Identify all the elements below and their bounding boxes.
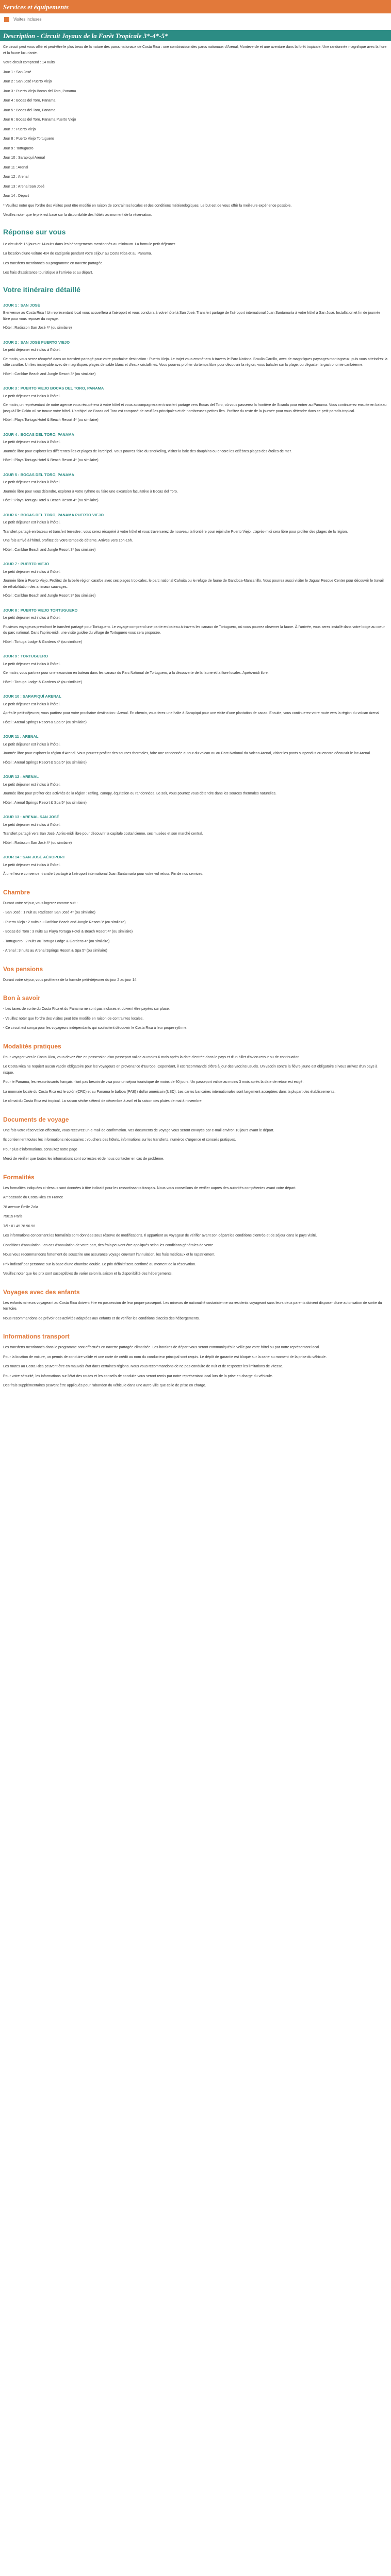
documents-paragraph: Une fois votre réservation effectuée, vous recevrez un e-mail de confirmation. Vos documents de voyage vous seront envoyés par e-mail environ 10 jours avant le départ. (3, 1128, 274, 1132)
pension-paragraph: Durant votre séjour, vous profiterez de la formule petit-déjeuner du jour 2 au jour 14. (3, 978, 138, 982)
day-title: JOUR 9 : TORTUGUERO (3, 654, 48, 658)
day-title: JOUR 13 : ARENAL SAN JOSÉ (3, 815, 59, 819)
day-paragraph: Le petit déjeuner est inclus à l'hôtel. (3, 783, 61, 787)
day-paragraph: Ce matin, un représentant de notre agence vous récupérera à votre hôtel et vous accompagnera en transfert partagé vers Bocas del Toro, où vous passerez la frontière de Sixaola pour entrer au Panama. Vous continuerez ensuite en bateau jusqu'à l'île Colón où se trouve votre hôtel. L'archipel de Bocas del Toro est composé de neuf îles principales et de nombreuses petites îles. Profitez du reste de la journée pour vous détendre dans ce petit paradis tropical. (3, 403, 387, 413)
day-paragraph: Journée libre pour explorer les différentes îles et plages de l'archipel. Vous pourrez faire du snorkeling, visiter la baie des dauphins ou encore les célèbres plages des étoiles de mer. (3, 449, 292, 453)
services-title: Services et équipements (3, 3, 69, 11)
day-paragraph: Hôtel : Playa Tortuga Hotel & Beach Resort 4* (ou similaire) (3, 418, 99, 422)
intro-paragraph: Jour 1 : San José (3, 70, 31, 74)
bon-paragraph: - Ce circuit est conçu pour les voyageurs indépendants qui souhaitent découvrir le Costa Rica à leur propre rythme. (3, 1026, 188, 1030)
formalites-title: Formalités (3, 1173, 35, 1181)
day-paragraph: Hôtel : Arenal Springs Resort & Spa 5* (ou similaire) (3, 760, 87, 765)
modalites-paragraph: Le climat du Costa Rica est tropical. La saison sèche s'étend de décembre à avril et la saison des pluies de mai à novembre. (3, 1099, 203, 1103)
final-paragraph: Nous vous recommandons fortement de souscrire une assurance voyage couvrant l'annulation, les frais médicaux et le rapatriement. (3, 1253, 216, 1257)
voyages-paragraph: Les enfants mineurs voyageant au Costa Rica doivent être en possession de leur propre passeport. Les mineurs de nationalité costaricienne ou résidents voyageant sans leurs deux parents doivent disposer d'une autorisation de sortie du territoire. (3, 1301, 382, 1311)
intro-paragraph: Jour 9 : Tortuguero (3, 146, 34, 150)
intro-paragraph: Veuillez noter que le prix est basé sur la disponibilité des hôtels au moment de la réservation. (3, 213, 152, 217)
day-paragraph: Le petit déjeuner est inclus à l'hôtel. (3, 440, 61, 444)
intro-paragraph: Jour 8 : Puerto Viejo Tortuguero (3, 137, 54, 141)
reponse-paragraph: Les frais d'assistance touristique à l'arrivée et au départ. (3, 271, 93, 275)
documents-paragraph: Merci de vérifier que toutes les informations sont correctes et de nous contacter en cas de problème. (3, 1157, 165, 1161)
bon-title: Bon à savoir (3, 994, 41, 1002)
day-title: JOUR 2 : SAN JOSÉ PUERTO VIEJO (3, 340, 70, 345)
intro-paragraph: Jour 4 : Bocas del Toro, Panama (3, 99, 56, 103)
reponse-title: Réponse sur vous (3, 227, 66, 236)
description-header-bar (0, 30, 391, 41)
chambre-paragraph: - Bocas del Toro : 3 nuits au Playa Tortuga Hotel & Beach Resort 4* (ou similaire) (3, 930, 133, 934)
chambre-paragraph: - Puerto Viejo : 2 nuits au Cariblue Beach and Jungle Resort 3* (ou similaire) (3, 920, 126, 924)
reponse-paragraph: Le circuit de 15 jours et 14 nuits dans les hébergements mentionnés au minimum. La formule petit-déjeuner. (3, 242, 176, 246)
voyages-paragraph: Nous recommandons de prévoir des activités adaptées aux enfants et de vérifier les conditions d'accès des hébergements. (3, 1316, 200, 1320)
transport-title: Informations transport (3, 1333, 70, 1340)
modalites-paragraph: Pour le Panama, les ressortissants français n'ont pas besoin de visa pour un séjour touristique de moins de 90 jours. Un passeport valide au moins 3 mois après la date de retour est exigé. (3, 1080, 304, 1084)
intro-paragraph: Ce circuit peut vous offrir et peut-être le plus beau de la nature des parcs nationaux de Costa Rica : une combinaison des parcs nationaux d'Arenal, Monteverde et une aventure dans la forêt tropicale. Une randonnée magnifique avec la flore et la faune luxuriante. (3, 45, 387, 55)
day-title: JOUR 10 : SARAPIQUÍ ARENAL (3, 694, 61, 699)
day-paragraph: Après le petit-déjeuner, vous partirez pour votre prochaine destination : Arenal. En chemin, vous ferez une halte à Sarapiquí pour une visite d'une plantation de cacao. Ensuite, vous continuerez votre route vers la région du volcan Arenal. (3, 711, 381, 715)
day-title: JOUR 8 : PUERTO VIEJO TORTUGUERO (3, 607, 78, 613)
intro-paragraph: Jour 10 : Sarapiquí Arenal (3, 156, 45, 160)
day-paragraph: Hôtel : Cariblue Beach and Jungle Resort 3* (ou similaire) (3, 548, 96, 552)
day-paragraph: Journée libre pour vous détendre, explorer à votre rythme ou faire une excursion facultative à Bocas del Toro. (3, 489, 178, 494)
chambre-paragraph: - Tortuguero : 2 nuits au Tortuga Lodge & Gardens 4* (ou similaire) (3, 939, 110, 943)
day-paragraph: Journée libre à Puerto Viejo. Profitez de la belle région caraïbe avec ses plages tropicales, le parc national Cahuita ou le refuge de faune de Gandoca-Manzanillo. Vous pourrez aussi visiter le Jaguar Rescue Center pour découvrir le travail de réhabilitation des animaux sauvages. (3, 579, 384, 589)
chambre-paragraph: - San José : 1 nuit au Radisson San José 4* (ou similaire) (3, 911, 95, 914)
day-paragraph: Le petit déjeuner est inclus à l'hôtel. (3, 616, 61, 620)
day-paragraph: Le petit déjeuner est inclus à l'hôtel. (3, 348, 61, 352)
day-title: JOUR 3 : PUERTO VIEJO BOCAS DEL TORO, PANAMA (3, 386, 104, 391)
chambre-paragraph: - Arenal : 3 nuits au Arenal Springs Resort & Spa 5* (ou similaire) (3, 949, 107, 953)
formalites-paragraph: Ambassade du Costa Rica en France (3, 1196, 63, 1199)
day-paragraph: Le petit déjeuner est inclus à l'hôtel. (3, 570, 61, 574)
services-header-bar (0, 0, 391, 13)
day-paragraph: Ce matin, vous serez récupéré dans un transfert partagé pour votre prochaine destination : Puerto Viejo. Le trajet vous emmènera à travers le Parc National Braulio Carrillo, avec de magnifiques paysages montagneux, puis vous atteindrez la côte caraïbe. Un lieu incroyable avec de magnifiques plages de sable blanc et d'eaux cristallines. Vous pourrez profiter du temps libre pour découvrir la région, vous balader sur la plage, ou déguster la gastronomie caribéenne. (3, 357, 387, 367)
day-paragraph: Hôtel : Tortuga Lodge & Gardens 4* (ou similaire) (3, 640, 82, 644)
intro-paragraph: Jour 7 : Puerto Viejo (3, 127, 36, 131)
day-paragraph: Transfert partagé vers San José. Après-midi libre pour découvrir la capitale costaricienne, ses musées et son marché central. (3, 832, 203, 836)
day-paragraph: Hôtel : Playa Tortuga Hotel & Beach Resort 4* (ou similaire) (3, 499, 99, 502)
bon-paragraph: - Veuillez noter que l'ordre des visites peut être modifié en raison de contraintes locales. (3, 1016, 144, 1021)
intro-paragraph: Votre circuit comprend : 14 nuits (3, 61, 55, 64)
transport-paragraph: Pour la location de voiture, un permis de conduire valide et une carte de crédit au nom du conducteur principal sont requis. Le dépôt de garantie est bloqué sur la carte au moment de la prise du véhicule. (3, 1355, 327, 1359)
modalites-paragraph: Le Costa Rica ne requiert aucun vaccin obligatoire pour les voyageurs en provenance d'Europe. Cependant, il est recommandé d'être à jour des vaccins usuels. Un vaccin contre la fièvre jaune est obligatoire si vous arrivez d'un pays à risque. (3, 1065, 378, 1075)
day-title: JOUR 1 : SAN JOSÉ (3, 302, 40, 308)
transport-paragraph: Pour votre sécurité, les informations sur l'état des routes et les conseils de conduite vous seront remis par notre représentant local lors de la prise en charge du véhicule. (3, 1374, 273, 1378)
visites-label: Visites incluses (13, 17, 42, 22)
documents-paragraph: Pour plus d'informations, consultez notre page (3, 1147, 77, 1151)
day-title: JOUR 6 : BOCAS DEL TORO, PANAMA PUERTO VIEJO (3, 512, 104, 517)
reponse-paragraph: Les transferts mentionnés au programme en navette partagée. (3, 261, 104, 265)
checkbox-icon (4, 17, 9, 22)
day-paragraph: Le petit déjeuner est inclus à l'hôtel. (3, 662, 61, 666)
day-paragraph: Hôtel : Cariblue Beach and Jungle Resort 3* (ou similaire) (3, 372, 96, 376)
day-paragraph: Hôtel : Cariblue Beach and Jungle Resort 3* (ou similaire) (3, 594, 96, 598)
intro-paragraph: Jour 13 : Arenal San José (3, 184, 45, 189)
modalites-paragraph: La monnaie locale du Costa Rica est le colón (CRC) et au Panama le balboa (PAB) / dollar américain (USD). Les cartes bancaires internationales sont largement acceptées dans la plupart des établissements. (3, 1090, 336, 1094)
day-paragraph: Bienvenue au Costa Rica ! Un représentant local vous accueillera à l'aéroport et vous conduira à votre hôtel à San José. Transfert partagé de l'aéroport international Juan Santamaría à votre hôtel à San José. Installation et fin de journée libre pour vous reposer du voyage. (3, 311, 381, 321)
day-paragraph: Le petit déjeuner est inclus à l'hôtel. (3, 823, 61, 827)
pension-title: Vos pensions (3, 965, 43, 973)
modalites-paragraph: Pour voyager vers le Costa Rica, vous devez être en possession d'un passeport valide au moins 6 mois après la date d'entrée dans le pays et d'un billet d'avion retour ou de continuation. (3, 1055, 301, 1059)
day-title: JOUR 14 : SAN JOSÉ AÉROPORT (3, 855, 66, 859)
day-title: JOUR 7 : PUERTO VIEJO (3, 562, 50, 566)
day-paragraph: Hôtel : Radisson San José 4* (ou similaire) (3, 841, 72, 845)
intro-paragraph: Jour 11 : Arenal (3, 165, 28, 170)
day-paragraph: Une fois arrivé à l'hôtel, profitez de votre temps de détente. Arrivée vers 15h-16h. (3, 539, 133, 543)
intro-paragraph: Jour 2 : San José Puerto Viejo (3, 80, 52, 83)
day-title: JOUR 12 : ARENAL (3, 774, 39, 779)
content (3, 44, 387, 1393)
day-paragraph: Hôtel : Arenal Springs Resort & Spa 5* (ou similaire) (3, 801, 87, 805)
day-paragraph: Journée libre pour profiter des activités de la région : rafting, canopy, équitation ou randonnées. Le soir, vous pourrez vous détendre dans les sources thermales naturelles. (3, 792, 276, 795)
visites-row (4, 15, 42, 24)
transport-paragraph: Les transferts mentionnés dans le programme sont effectués en navette partagée climatisée. Les horaires de départ vous seront communiqués la veille par votre hôtel ou par notre représentant local. (3, 1346, 320, 1349)
day-paragraph: Le petit déjeuner est inclus à l'hôtel. (3, 702, 61, 706)
day-title: JOUR 5 : BOCAS DEL TORO, PANAMA (3, 472, 74, 477)
formalites-paragraph: 75015 Paris (3, 1215, 23, 1218)
reponse-paragraph: La location d'une voiture 4x4 de catégorie pendant votre séjour au Costa Rica et au Panama. (3, 252, 152, 256)
formalites-paragraph: Les formalités indiquées ci-dessus sont données à titre indicatif pour les ressortissants français. Nous vous conseillons de vérifier auprès des autorités compétentes avant votre départ. (3, 1186, 297, 1190)
itineraire-title: Votre itinéraire détaillé (3, 285, 80, 294)
intro-paragraph: Jour 5 : Bocas del Toro, Panama (3, 108, 56, 112)
day-paragraph: Hôtel : Radisson San José 4* (ou similaire) (3, 326, 72, 330)
day-paragraph: Le petit déjeuner est inclus à l'hôtel. (3, 394, 61, 398)
day-title: JOUR 11 : ARENAL (3, 734, 39, 739)
day-paragraph: Hôtel : Tortuga Lodge & Gardens 4* (ou similaire) (3, 680, 82, 684)
intro-paragraph: * Veuillez noter que l'ordre des visites peut être modifié en raison de contraintes locales et des conditions météorologiques. Le but est de vous offrir la meilleure expérience possible. (3, 204, 292, 208)
modalites-title: Modalités pratiques (3, 1042, 61, 1050)
formalites-paragraph: 78 avenue Émile Zola (3, 1205, 38, 1209)
final-paragraph: Les informations concernant les formalités sont données sous réserve de modifications. Il appartient au voyageur de vérifier avant son départ les conditions d'entrée et de séjour dans le pays visité. (3, 1234, 317, 1238)
transport-paragraph: Des frais supplémentaires peuvent être appliqués pour l'abandon du véhicule dans une autre ville que celle de prise en charge. (3, 1384, 206, 1387)
day-paragraph: Le petit déjeuner est inclus à l'hôtel. (3, 521, 61, 524)
day-paragraph: Ce matin, vous partirez pour une excursion en bateau dans les canaux du Parc National de Tortuguero, à la découverte de la faune et la flore locales. Après-midi libre. (3, 671, 269, 675)
day-paragraph: Le petit déjeuner est inclus à l'hôtel. (3, 742, 61, 747)
chambre-paragraph: Durant votre séjour, vous logerez comme suit : (3, 901, 78, 905)
intro-paragraph: Jour 6 : Bocas del Toro, Panama Puerto Viejo (3, 118, 76, 122)
transport-paragraph: Les routes au Costa Rica peuvent être en mauvais état dans certaines régions. Nous vous recommandons de ne pas conduire de nuit et de respecter les limitations de vitesse. (3, 1365, 283, 1368)
day-paragraph: Hôtel : Arenal Springs Resort & Spa 5* (ou similaire) (3, 720, 87, 724)
day-paragraph: À une heure convenue, transfert partagé à l'aéroport international Juan Santamaría pour votre vol retour. Fin de nos services. (3, 872, 204, 876)
intro-paragraph: Jour 12 : Arenal (3, 175, 29, 179)
intro-paragraph: Jour 3 : Puerto Viejo Bocas del Toro, Panama (3, 89, 76, 93)
bon-paragraph: - Les taxes de sortie du Costa Rica et du Panama ne sont pas incluses et doivent être payées sur place. (3, 1007, 170, 1011)
documents-title: Documents de voyage (3, 1115, 69, 1123)
final-paragraph: Prix indicatif par personne sur la base d'une chambre double. Le prix définitif sera confirmé au moment de la réservation. (3, 1262, 197, 1266)
day-paragraph: Le petit déjeuner est inclus à l'hôtel. (3, 863, 61, 867)
day-title: JOUR 4 : BOCAS DEL TORO, PANAMA (3, 432, 74, 437)
final-paragraph: Conditions d'annulation : en cas d'annulation de votre part, des frais peuvent être appliqués selon les conditions générales de vente. (3, 1243, 215, 1247)
final-paragraph: Veuillez noter que les prix sont susceptibles de varier selon la saison et la disponibilité des hébergements. (3, 1272, 173, 1276)
chambre-title: Chambre (3, 888, 30, 896)
voyages-title: Voyages avec des enfants (3, 1288, 80, 1296)
documents-paragraph: Ils contiennent toutes les informations nécessaires : vouchers des hôtels, informations sur les transferts, numéros d'urgence et conseils pratiques. (3, 1138, 236, 1142)
description-title: Description - Circuit Joyaux de la Forêt Tropicale 3*-4*-5* (3, 32, 168, 40)
day-paragraph: Plusieurs voyageurs prendront le transfert partagé pour Tortuguero. Le voyage comprend une partie en bateau à travers les canaux de Tortuguero, où vous pourrez observer la faune. À l'arrivée, vous serez installé dans votre lodge au cœur du parc national. Dans l'après-midi, une visite guidée du village de Tortuguero vous sera proposée. (3, 625, 385, 635)
day-paragraph: Hôtel : Playa Tortuga Hotel & Beach Resort 4* (ou similaire) (3, 459, 99, 462)
formalites-paragraph: Tél : 01 45 78 96 96 (3, 1224, 36, 1228)
intro-paragraph: Jour 14 : Départ (3, 194, 29, 198)
day-paragraph: Journée libre pour explorer la région d'Arenal. Vous pourrez profiter des sources thermales, faire une randonnée autour du volcan ou au Parc National du Volcan Arenal, visiter les ponts suspendus ou encore découvrir le lac Arenal. (3, 752, 371, 755)
day-paragraph: Le petit déjeuner est inclus à l'hôtel. (3, 481, 61, 484)
day-paragraph: Transfert partagé en bateau et transfert terrestre : vous serez récupéré à votre hôtel et vous traverserez de nouveau la frontière pour rejoindre Puerto Viejo. L'après-midi sera libre pour profiter des plages de la région. (3, 530, 348, 534)
